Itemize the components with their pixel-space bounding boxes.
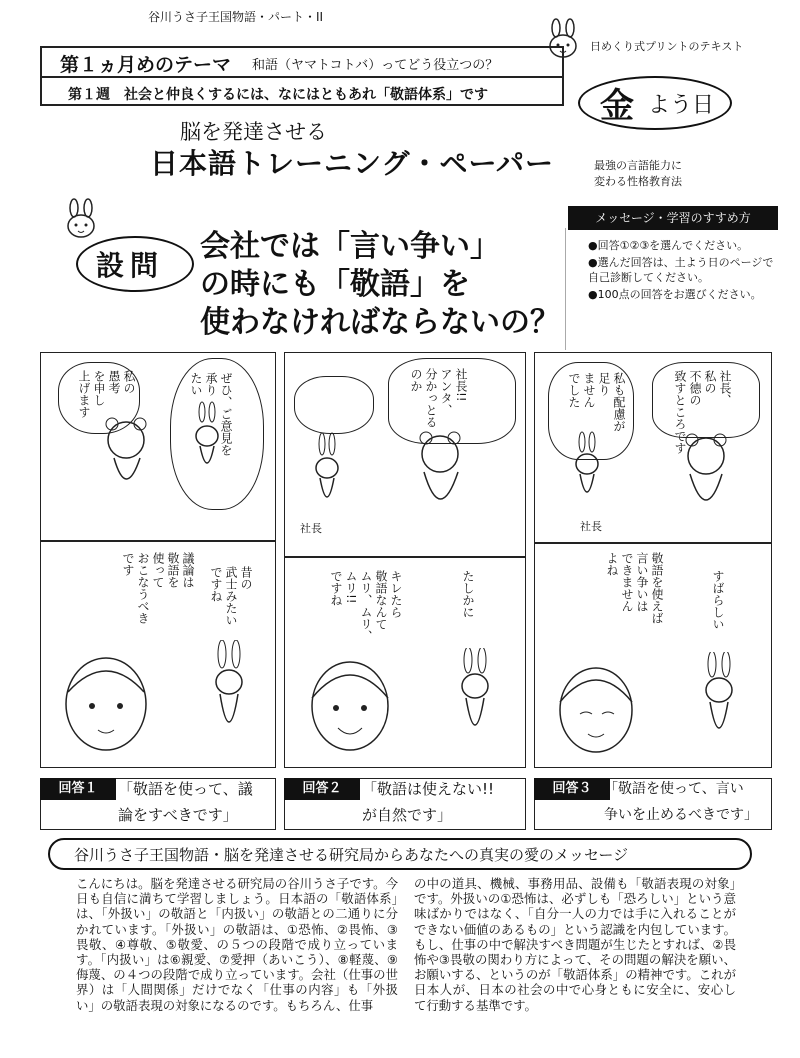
answer-tab-1: 回答１ bbox=[40, 778, 116, 800]
woman-and-rabbit-illustration bbox=[290, 648, 520, 764]
character-label: 社長 bbox=[300, 522, 322, 535]
brain-title: 脳を発達させる bbox=[180, 120, 327, 144]
theme-label: 第１ヵ月めのテーマ bbox=[60, 54, 232, 76]
comic-text: 社長、 私の 不徳の 致すところです bbox=[673, 370, 732, 454]
comic-text: 社長!! アンタ、 分かっとる のか bbox=[409, 368, 468, 428]
bear-and-rabbit-illustration bbox=[290, 430, 518, 548]
comic-text: すばらしい bbox=[711, 570, 725, 630]
message-body-left: こんにちは。脳を発達させる研究局の谷川うさ子です。今日も自信に満ちて学習しましょう。日本語の「敬語体系」は、「外扱い」の敬語と「内扱い」の敬語との二通りに分かれています。「外扱い」の敬語は、①恐怖、②畏怖、③畏敬、④尊敬、⑤敬愛、の５つの段階で成り立っています。「内扱い」は⑥親愛、⑦愛押（あいこう）、⑧軽蔑、⑨侮蔑、の４つの段階で成り立っています。会社（仕事の世界）は「人間関係」だけでなく「仕事の内容」も「外扱い」の敬語表現の対象になるのです。もちろん、仕事 bbox=[76, 876, 398, 1013]
message-item: ●回答①②③を選んでください。 bbox=[588, 239, 749, 252]
comic-text: 議論は 敬語を 使って おこなうべき です bbox=[121, 552, 195, 624]
thought-bubble bbox=[294, 376, 374, 434]
bear-and-rabbit-illustration bbox=[96, 400, 246, 530]
woman-and-rabbit-illustration bbox=[44, 640, 270, 764]
answer-tab-3: 回答３ bbox=[534, 778, 610, 800]
comic-text: 昔の 武士みたい ですね bbox=[209, 566, 253, 626]
paper-title: 日本語トレーニング・ペーパー bbox=[150, 147, 555, 180]
rabbit-mascot-icon bbox=[58, 198, 104, 242]
comic-text: たしかに bbox=[461, 570, 475, 618]
answer-text-1: 「敬語を使って、議 論をすべきです」 bbox=[118, 780, 253, 824]
footer-title: 谷川うさ子王国物語・脳を発達させる研究局からあなたへの真実の愛のメッセージ bbox=[74, 846, 629, 864]
comic-text: ぜひ、ご意見を 承り たい bbox=[189, 372, 233, 456]
day-label: よう日 bbox=[648, 93, 715, 118]
calendar-note: 日めくり式プリントのテキスト bbox=[590, 40, 744, 53]
answer-text-3: 「敬語を使って、言い 争いを止めるべきです」 bbox=[604, 781, 758, 823]
comic-text: 私の 愚考 を申し 上げます bbox=[77, 370, 136, 418]
day-kanji: 金 bbox=[600, 86, 634, 126]
woman-and-rabbit-illustration bbox=[540, 652, 766, 764]
theme-subtitle: 和語（ヤマトコトバ）ってどう役立つの？ bbox=[252, 58, 499, 73]
comic-text: 敬語を使えば 言い争いは できません よね bbox=[605, 552, 664, 624]
tagline: 最強の言語能力に 変わる性格教育法 bbox=[594, 159, 682, 188]
message-item: ●100点の回答をお選びください。 bbox=[588, 288, 762, 301]
question-text: 会社では「言い争い」 の時にも「敬語」を 使わなければならないの？ bbox=[200, 229, 560, 340]
message-list bbox=[588, 238, 778, 304]
comic-text: キレたら 敬語なんて ムリ、ムリ、 ムリ!! ですね bbox=[329, 570, 403, 642]
answer-tab-2: 回答２ bbox=[284, 778, 360, 800]
bear-and-rabbit-illustration bbox=[540, 430, 766, 534]
week-label: 第１週 社会と仲良くするには、なにはともあれ「敬語体系」です bbox=[68, 87, 488, 103]
character-label: 社長 bbox=[580, 520, 602, 533]
question-label: 設問 bbox=[96, 249, 165, 282]
message-badge: メッセージ・学習のすすめ方 bbox=[568, 206, 778, 230]
answer-text-2: 「敬語は使えない!! が自然です」 bbox=[362, 780, 495, 824]
series-title: 谷川うさ子王国物語・パート・II bbox=[148, 10, 324, 24]
comic-text: 私も配慮が 足り ません でした bbox=[567, 372, 626, 432]
message-item: ●選んだ回答は、土よう日のページで自己診断してください。 bbox=[588, 256, 774, 284]
message-body-right: の中の道具、機械、事務用品、設備も「敬語表現の対象」です。外扱いの①恐怖は、必ずしも「恐ろしい」という意味ばかりではなく、「自分一人の力では手に入れることができない価値のあるもの」という認識を内包しています。もし、仕事の中で解決すべき問題が生じたとすれば、②畏怖や③畏敬の関わり方によって、その問題の解決を願い、お願いする、というのが「敬語体系」の精神です。これが日本人が、日本の社会の中で心身ともに安全に、安心して行動する基準です。 bbox=[414, 876, 736, 1013]
